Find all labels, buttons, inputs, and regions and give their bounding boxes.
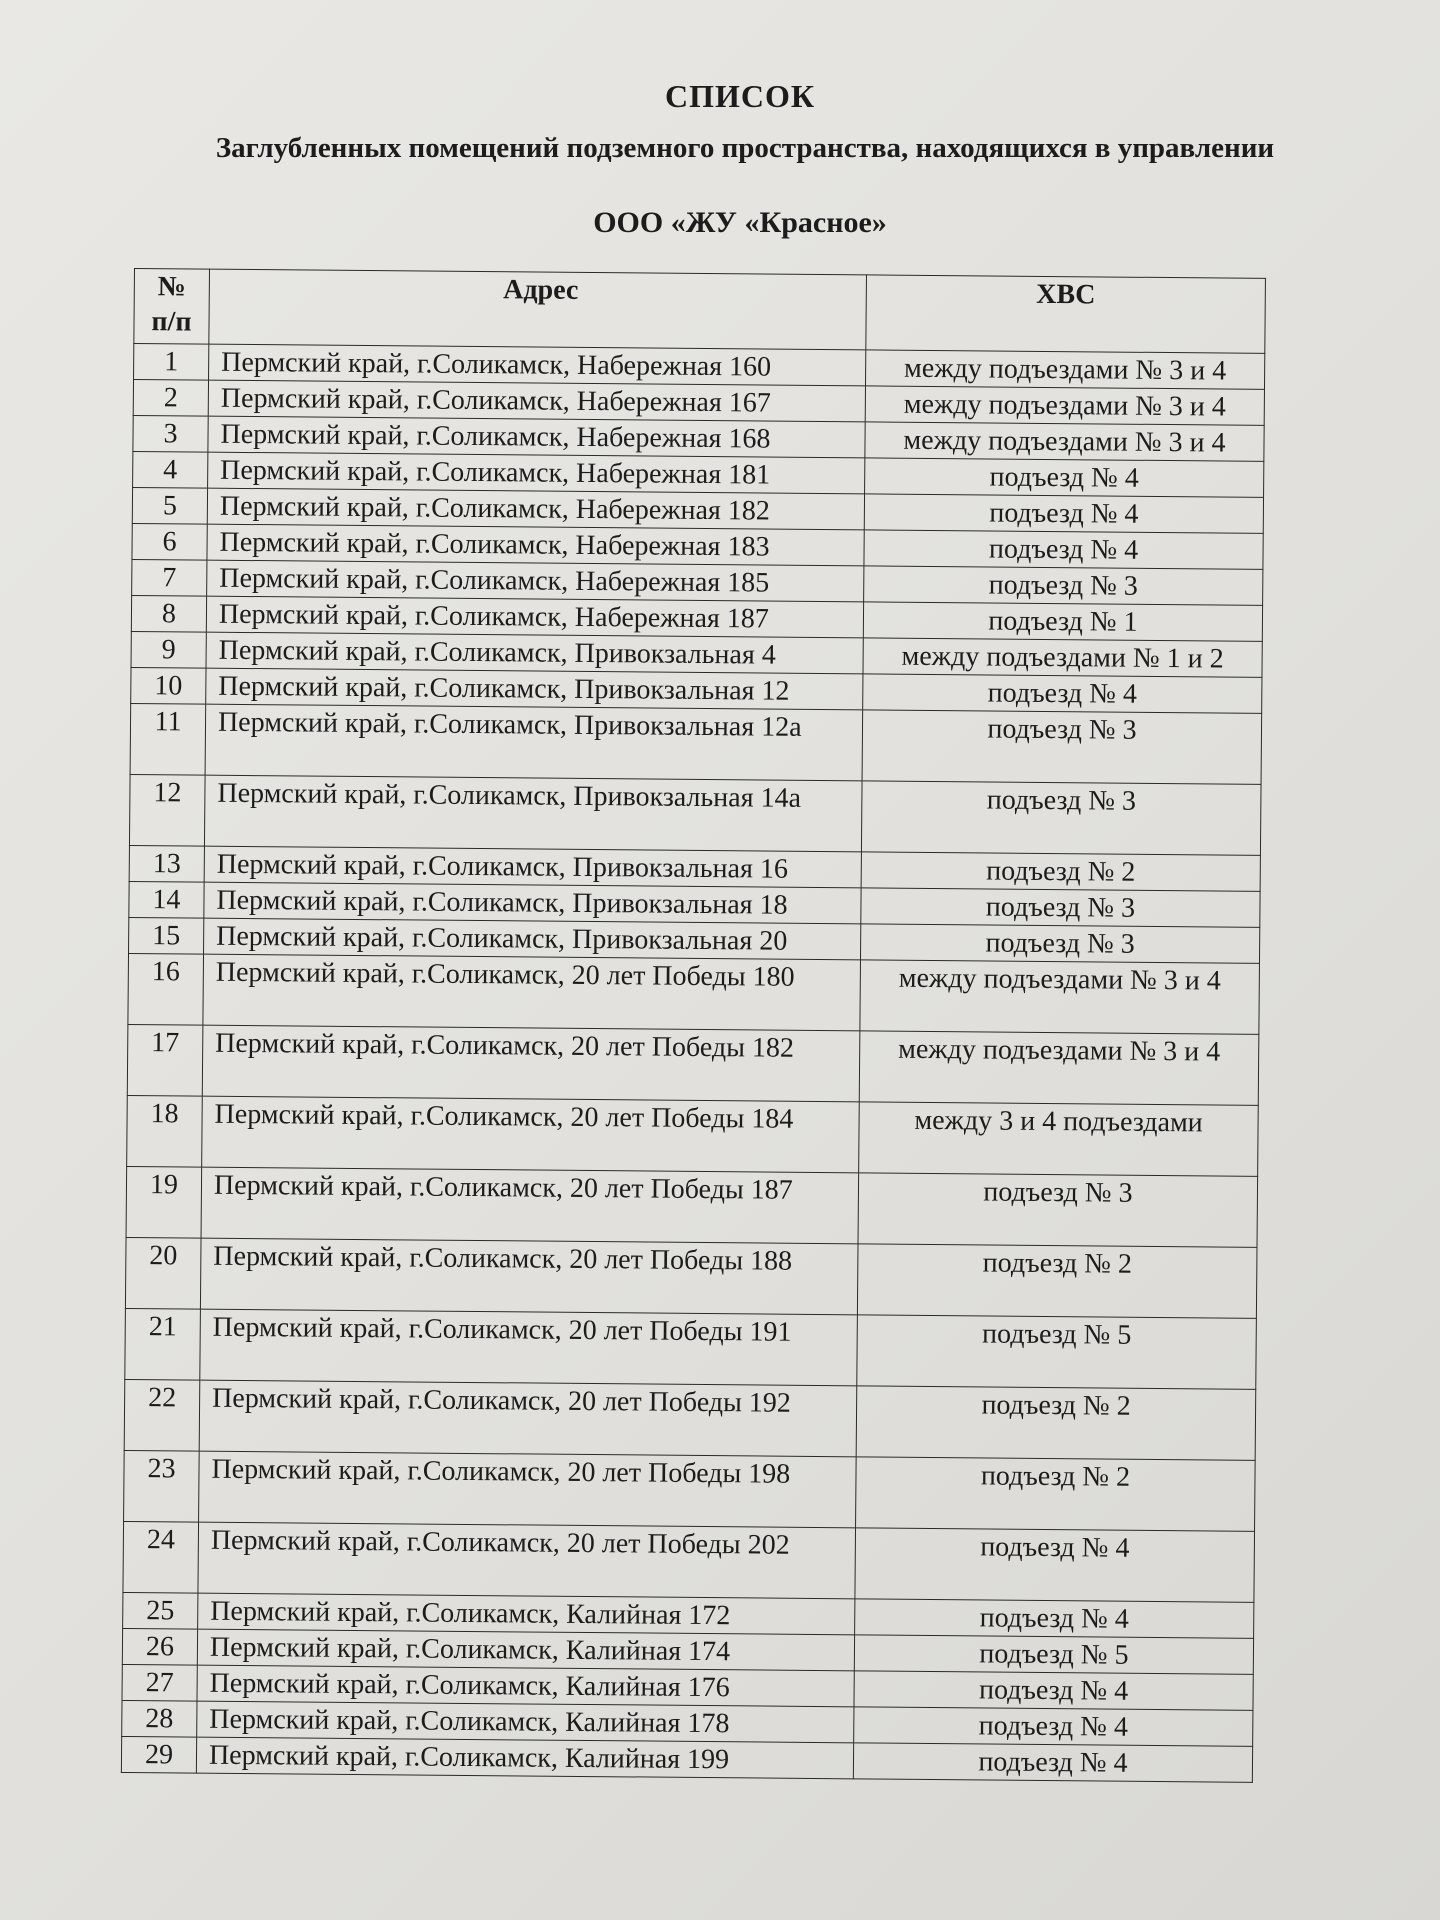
table-row xyxy=(126,1166,1258,1247)
document-subtitle: Заглубленных помещений подземного пространства, находящихся в управлении xyxy=(215,132,1275,164)
row-address: Пермский край, г.Соликамск, Привокзальная 18 xyxy=(204,882,861,924)
row-number: 2 xyxy=(133,380,208,417)
row-number: 18 xyxy=(127,1095,203,1167)
row-address: Пермский край, г.Соликамск, Набережная 167 xyxy=(208,380,865,422)
row-hvs: между подъездами № 3 и 4 xyxy=(865,350,1264,389)
row-hvs: между подъездами № 1 и 2 xyxy=(863,638,1262,677)
row-number: 23 xyxy=(124,1450,200,1522)
row-address: Пермский край, г.Соликамск, Привокзальная 16 xyxy=(204,846,861,888)
row-number: 29 xyxy=(121,1736,196,1773)
row-number: 22 xyxy=(124,1379,200,1451)
table-row xyxy=(125,1237,1257,1318)
table-row xyxy=(125,1308,1257,1389)
row-address: Пермский край, г.Соликамск, 20 лет Победы 191 xyxy=(200,1309,858,1386)
document-title: СПИСОК xyxy=(664,78,816,114)
row-hvs: подъезд № 4 xyxy=(855,1528,1255,1602)
header-number xyxy=(134,269,210,345)
row-address: Пермский край, г.Соликамск, 20 лет Победы 188 xyxy=(200,1238,858,1315)
row-hvs: подъезд № 5 xyxy=(854,1635,1253,1674)
premises-table xyxy=(121,268,1266,1783)
row-hvs: подъезд № 4 xyxy=(863,674,1262,713)
row-number: 21 xyxy=(125,1308,201,1380)
row-hvs: между подъездами № 3 и 4 xyxy=(860,960,1260,1034)
row-number: 1 xyxy=(134,344,209,381)
row-address: Пермский край, г.Соликамск, 20 лет Победы 180 xyxy=(203,954,861,1031)
row-number: 7 xyxy=(132,559,207,596)
table-row xyxy=(128,953,1260,1034)
row-hvs: подъезд № 4 xyxy=(853,1743,1252,1782)
row-number: 20 xyxy=(125,1237,201,1309)
header-number-line: п/п xyxy=(151,306,192,338)
table-row xyxy=(129,774,1261,855)
row-address: Пермский край, г.Соликамск, Набережная 185 xyxy=(207,560,864,602)
row-address: Пермский край, г.Соликамск, Калийная 199 xyxy=(196,1737,853,1779)
row-address: Пермский край, г.Соликамск, Набережная 187 xyxy=(206,596,863,638)
row-hvs: подъезд № 2 xyxy=(856,1386,1256,1460)
row-address: Пермский край, г.Соликамск, Привокзальная 20 xyxy=(204,918,861,960)
row-hvs: между подъездами № 3 и 4 xyxy=(865,386,1264,425)
row-hvs: подъезд № 3 xyxy=(861,781,1261,855)
row-address: Пермский край, г.Соликамск, 20 лет Победы 187 xyxy=(201,1167,859,1244)
row-address: Пермский край, г.Соликамск, 20 лет Победы 198 xyxy=(199,1451,857,1528)
header-address: Адрес xyxy=(209,269,867,350)
row-number: 5 xyxy=(132,487,207,524)
row-address: Пермский край, г.Соликамск, Привокзальная 4 xyxy=(206,632,863,674)
row-hvs: между подъездами № 3 и 4 xyxy=(865,422,1264,461)
row-number: 13 xyxy=(129,845,204,882)
row-number: 16 xyxy=(128,953,204,1025)
row-number: 27 xyxy=(122,1664,197,1701)
row-address: Пермский край, г.Соликамск, Привокзальная 12 xyxy=(206,668,863,710)
header-hvs: ХВС xyxy=(866,275,1266,353)
row-hvs: подъезд № 1 xyxy=(863,602,1262,641)
row-number: 26 xyxy=(122,1628,197,1665)
row-number: 19 xyxy=(126,1166,202,1238)
row-hvs: подъезд № 4 xyxy=(854,1671,1253,1710)
row-number: 12 xyxy=(129,774,205,846)
header-number-line: № xyxy=(157,271,187,303)
row-hvs: между 3 и 4 подъездами xyxy=(859,1102,1259,1176)
table-row xyxy=(124,1379,1256,1460)
row-address: Пермский край, г.Соликамск, Калийная 176 xyxy=(197,1665,854,1707)
row-number: 15 xyxy=(129,917,204,954)
row-hvs: подъезд № 5 xyxy=(857,1315,1257,1389)
row-number: 25 xyxy=(123,1592,198,1629)
row-address: Пермский край, г.Соликамск, Набережная 183 xyxy=(207,524,864,566)
row-address: Пермский край, г.Соликамск, Набережная 168 xyxy=(208,416,865,458)
row-number: 17 xyxy=(127,1024,203,1096)
row-address: Пермский край, г.Соликамск, Привокзальная 14а xyxy=(204,775,862,852)
row-address: Пермский край, г.Соликамск, Калийная 178 xyxy=(197,1701,854,1743)
row-number: 3 xyxy=(133,415,208,452)
table-row xyxy=(130,703,1262,784)
row-address: Пермский край, г.Соликамск, 20 лет Победы 192 xyxy=(199,1380,857,1457)
row-hvs: подъезд № 4 xyxy=(864,530,1263,569)
table-row xyxy=(127,1024,1259,1105)
row-hvs: между подъездами № 3 и 4 xyxy=(859,1031,1259,1105)
row-number: 24 xyxy=(123,1521,199,1593)
row-hvs: подъезд № 3 xyxy=(860,924,1259,963)
row-number: 4 xyxy=(133,451,208,488)
row-hvs: подъезд № 2 xyxy=(857,1244,1257,1318)
row-address: Пермский край, г.Соликамск, 20 лет Победы 184 xyxy=(202,1096,860,1173)
row-number: 28 xyxy=(122,1700,197,1737)
row-number: 10 xyxy=(131,667,206,704)
organization-name: ООО «ЖУ «Красное» xyxy=(593,206,887,239)
row-address: Пермский край, г.Соликамск, 20 лет Победы 202 xyxy=(198,1522,856,1599)
row-number: 8 xyxy=(131,595,206,632)
row-address: Пермский край, г.Соликамск, Калийная 174 xyxy=(197,1629,854,1671)
row-hvs: подъезд № 3 xyxy=(864,566,1263,605)
row-hvs: подъезд № 2 xyxy=(861,852,1260,891)
row-address: Пермский край, г.Соликамск, Набережная 160 xyxy=(209,344,866,386)
row-number: 9 xyxy=(131,631,206,668)
table-header-row xyxy=(134,269,1266,354)
row-number: 6 xyxy=(132,523,207,560)
row-hvs: подъезд № 4 xyxy=(865,458,1264,497)
table-row xyxy=(127,1095,1259,1176)
row-hvs: подъезд № 3 xyxy=(861,888,1260,927)
row-hvs: подъезд № 4 xyxy=(855,1599,1254,1638)
row-address: Пермский край, г.Соликамск, Набережная 181 xyxy=(208,452,865,494)
table-row xyxy=(123,1521,1255,1602)
row-hvs: подъезд № 3 xyxy=(858,1173,1258,1247)
row-number: 14 xyxy=(129,881,204,918)
row-hvs: подъезд № 2 xyxy=(856,1457,1256,1531)
row-hvs: подъезд № 4 xyxy=(854,1707,1253,1746)
row-address: Пермский край, г.Соликамск, 20 лет Победы 182 xyxy=(202,1025,860,1102)
row-address: Пермский край, г.Соликамск, Привокзальная 12а xyxy=(205,704,863,781)
row-address: Пермский край, г.Соликамск, Калийная 172 xyxy=(198,1593,855,1635)
row-hvs: подъезд № 4 xyxy=(864,494,1263,533)
row-number: 11 xyxy=(130,703,206,775)
row-hvs: подъезд № 3 xyxy=(862,710,1262,784)
table-row xyxy=(124,1450,1256,1531)
table-body xyxy=(121,344,1264,1783)
row-address: Пермский край, г.Соликамск, Набережная 182 xyxy=(207,488,864,530)
